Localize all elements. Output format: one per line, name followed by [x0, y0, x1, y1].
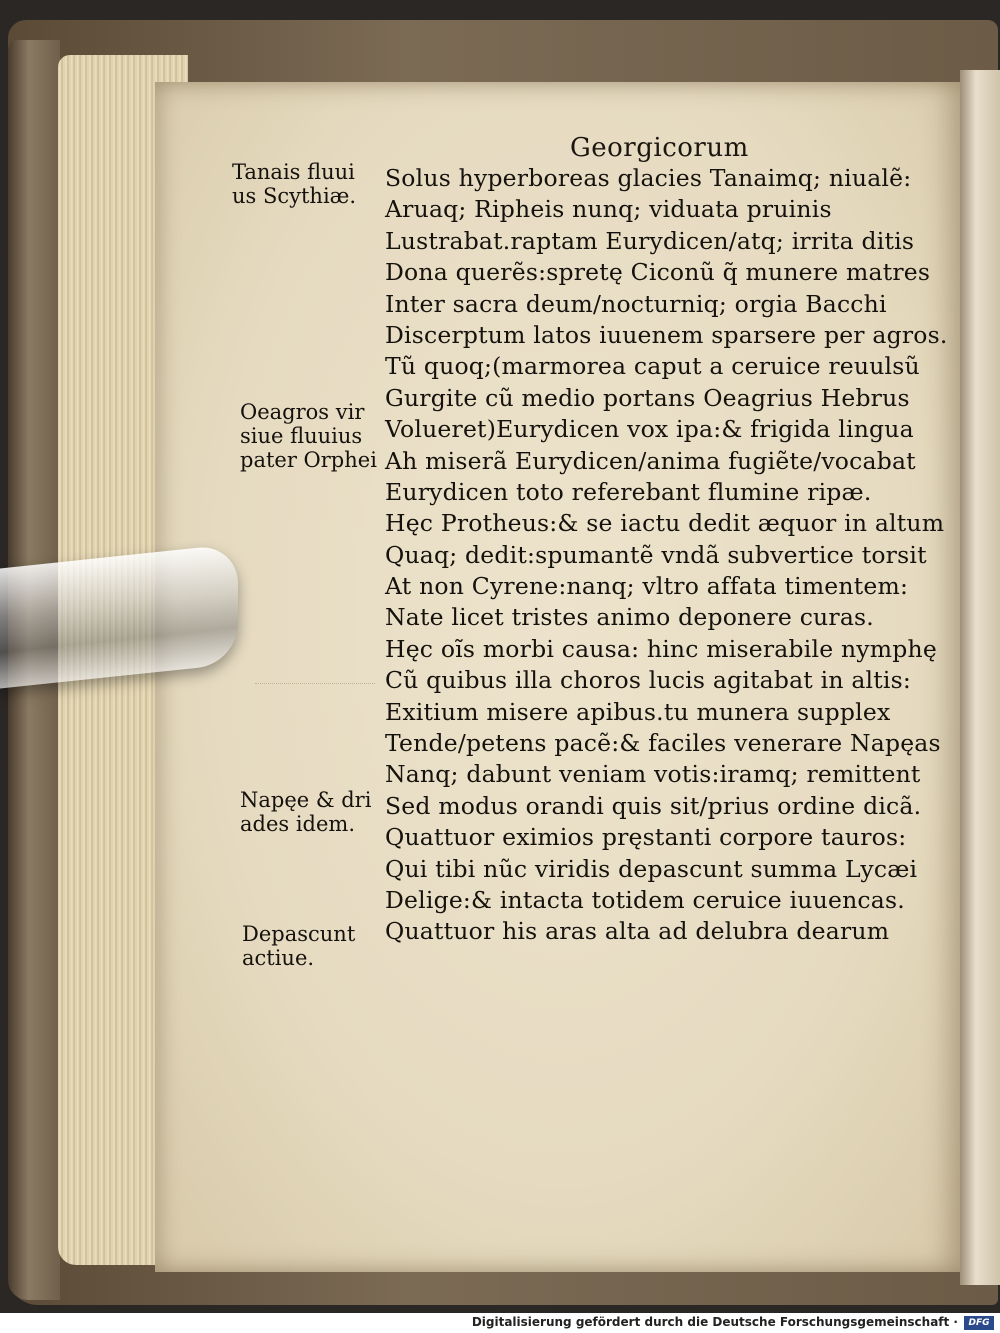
digitization-footer [0, 1313, 1000, 1333]
verse-line: Lustrabat.raptam Eurydicen/atq; irrita ditis [385, 226, 915, 255]
verse-line: Dona querẽs:spretę Ciconũ q̃ munere matres [385, 258, 931, 287]
verse-line: Inter sacra deum/nocturniq; orgia Bacchi [385, 289, 887, 318]
dfg-logo-icon: DFG [964, 1316, 994, 1330]
verse-line: Nanq; dabunt veniam votis:iramq; remittent [385, 760, 921, 789]
gloss-line: Depascunt [242, 922, 356, 946]
page-gutter [960, 70, 1000, 1285]
gloss-line: ades idem. [240, 812, 356, 836]
verse-line: Ah miserã Eurydicen/anima fugiẽte/vocabat [385, 446, 916, 475]
gloss-line: Napęe & dri [240, 788, 372, 812]
marginal-gloss [240, 788, 371, 836]
marginal-gloss [232, 160, 356, 208]
verse-line: Sed modus orandi quis sit/prius ordine dicã. [385, 791, 922, 820]
verse-line: Discerptum latos iuuenem sparsere per agros. [385, 320, 948, 349]
verse-line: Exitium misere apibus.tu munera supplex [385, 697, 891, 726]
gloss-line: pater Orphei [240, 448, 377, 472]
verse-line: Nate licet tristes animo deponere curas. [385, 603, 874, 632]
marginal-gloss [240, 400, 377, 472]
verse-line: Eurydicen toto referebant flumine ripæ. [385, 477, 872, 506]
gloss-line: actiue. [242, 946, 315, 970]
verse-line: Quaq; dedit:spumantẽ vndã subvertice torsit [385, 540, 927, 569]
gloss-line: Tanais fluui [232, 160, 355, 184]
verse-line: Cũ quibus illa choros lucis agitabat in altis: [385, 666, 912, 695]
verse-line: Qui tibi nũc viridis depascunt summa Lycæi [385, 854, 918, 883]
verse-block [385, 163, 950, 948]
verse-line: Hęc oĩs morbi causa: hinc miserabile nymphę [385, 634, 937, 663]
gloss-line: siue fluuius [240, 424, 363, 448]
verse-line: Hęc Protheus:& se iactu dedit æquor in altum [385, 509, 945, 538]
verse-line: Aruaq; Ripheis nunq; viduata pruinis [385, 195, 832, 224]
verse-line: Tende/petens pacẽ:& faciles venerare Napęas [385, 729, 941, 758]
verse-line: Quattuor his aras alta ad delubra dearum [385, 917, 890, 946]
verse-line: Volueret)Eurydicen vox ipa:& frigida lingua [385, 415, 914, 444]
verse-line: Tũ quoq;(marmorea caput a ceruice reuulsũ [385, 352, 920, 381]
gloss-line: Oeagros vir [240, 400, 365, 424]
verse-line: At non Cyrene:nanq; vltro affata timentem: [385, 572, 909, 601]
gloss-line: us Scythiæ. [232, 184, 357, 208]
verse-line: Quattuor eximios pręstanti corpore tauros: [385, 823, 907, 852]
verse-line: Gurgite cũ medio portans Oeagrius Hebrus [385, 383, 910, 412]
funding-credit: Digitalisierung gefördert durch die Deutsche Forschungsgemeinschaft · [471, 1315, 958, 1329]
glass-page-clip [0, 543, 238, 688]
verse-line: Solus hyperboreas glacies Tanaimq; niualẽ: [385, 164, 912, 192]
verse-line: Delige:& intacta totidem ceruice iuuencas. [385, 885, 905, 914]
marginal-gloss [242, 922, 355, 970]
show-through-marks [255, 683, 375, 724]
running-head: Georgicorum [570, 133, 749, 163]
